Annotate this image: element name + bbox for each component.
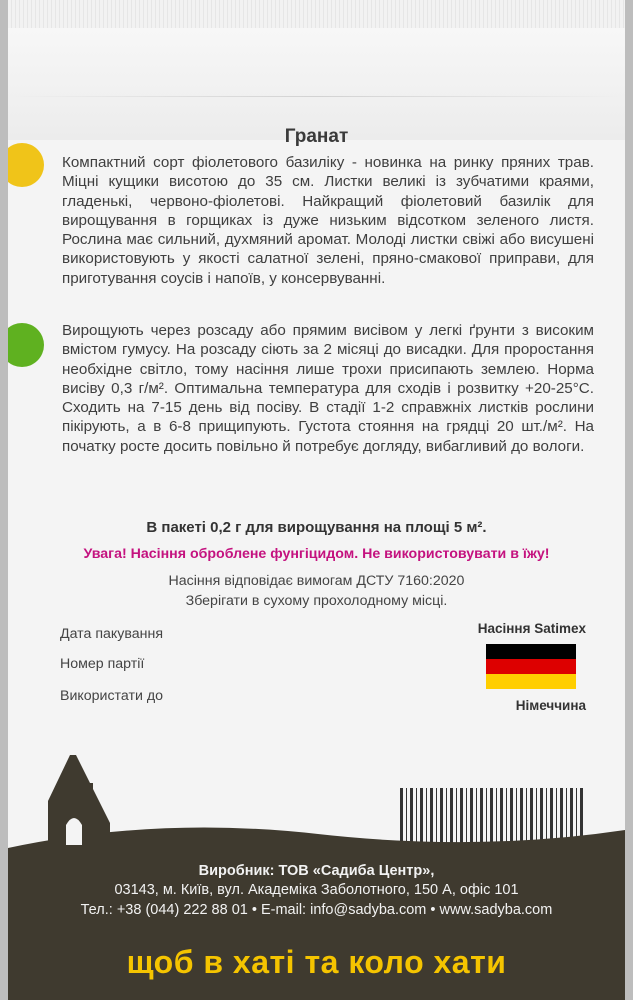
brand-name: Насіння Satimex — [477, 621, 586, 636]
flag-stripe-black — [486, 644, 576, 659]
flag-stripe-gold — [486, 674, 576, 689]
batch-number-label: Номер партії — [60, 656, 145, 672]
description-paragraph: Компактний сорт фіолетового базиліку - новинка на ринку пряних трав. Міцні кущики висотою до 35 см. Листки великі із зубчатими краями, гладенькі, червоно-фіолетові. Найкращий фіолетовий базилік для вирощування в горщиках із дуже низьким відсотком зеленого листя. Рослина має сильний, духмяний аромат. Молоді листки свіжі або висушені використовують у якості салатної зелені, пряно-смакової приправи, для приготування соусів і напоїв, у консервуванні. — [62, 154, 594, 287]
standard-note: Насіння відповідає вимогам ДСТУ 7160:2020 — [168, 573, 465, 589]
packet-top-seal — [8, 0, 625, 140]
seal-line — [8, 96, 625, 97]
storage-note: Зберігати в сухому прохолодному місці. — [185, 593, 448, 609]
manufacturer-contacts: Тел.: +38 (044) 222 88 01 • E-mail: info@sadyba.com • www.sadyba.com — [80, 902, 553, 918]
brand-slogan: щоб в хаті та коло хати — [126, 944, 507, 980]
manufacturer-address: 03143, м. Київ, вул. Академіка Заболотного, 150 А, офіс 101 — [114, 882, 519, 898]
yellow-dot-icon — [8, 143, 44, 187]
fungicide-warning: Увага! Насіння оброблене фунгіцидом. Не використовувати в їжу! — [83, 546, 550, 562]
origin-country: Німеччина — [515, 698, 586, 713]
pack-date-label: Дата пакування — [60, 626, 164, 642]
package-quantity: В пакеті 0,2 г для вирощування на площі 5 м². — [146, 519, 487, 536]
flag-stripe-red — [486, 659, 576, 674]
germany-flag-icon — [486, 644, 576, 689]
growing-paragraph: Вирощують через розсаду або прямим висівом у легкі ґрунти з високим вмістом гумусу. На розсаду сіють за 2 місяці до висадки. Для проростання необхідне світло, тому насіння лише трохи присипають землею. Норма висіву 0,3 г/м². Оптимальна температура для сходів і розвитку +20-25°С. Сходить на 7-15 день від посіву. В стадії 1-2 справжніх листків рослини пікірують, а в 6-8 прищипують. Густота стояння на грядці 20 шт./м². На початку росте досить повільно й потребує догляду, вибагливий до вологи. — [62, 322, 594, 455]
use-by-label: Використати до — [60, 688, 164, 704]
manufacturer-name: Виробник: ТОВ «Садиба Центр», — [198, 863, 435, 879]
seed-packet-back — [8, 0, 625, 1000]
green-dot-icon — [8, 323, 44, 367]
product-title: Гранат — [284, 126, 349, 147]
house-silhouette-icon — [30, 753, 130, 863]
